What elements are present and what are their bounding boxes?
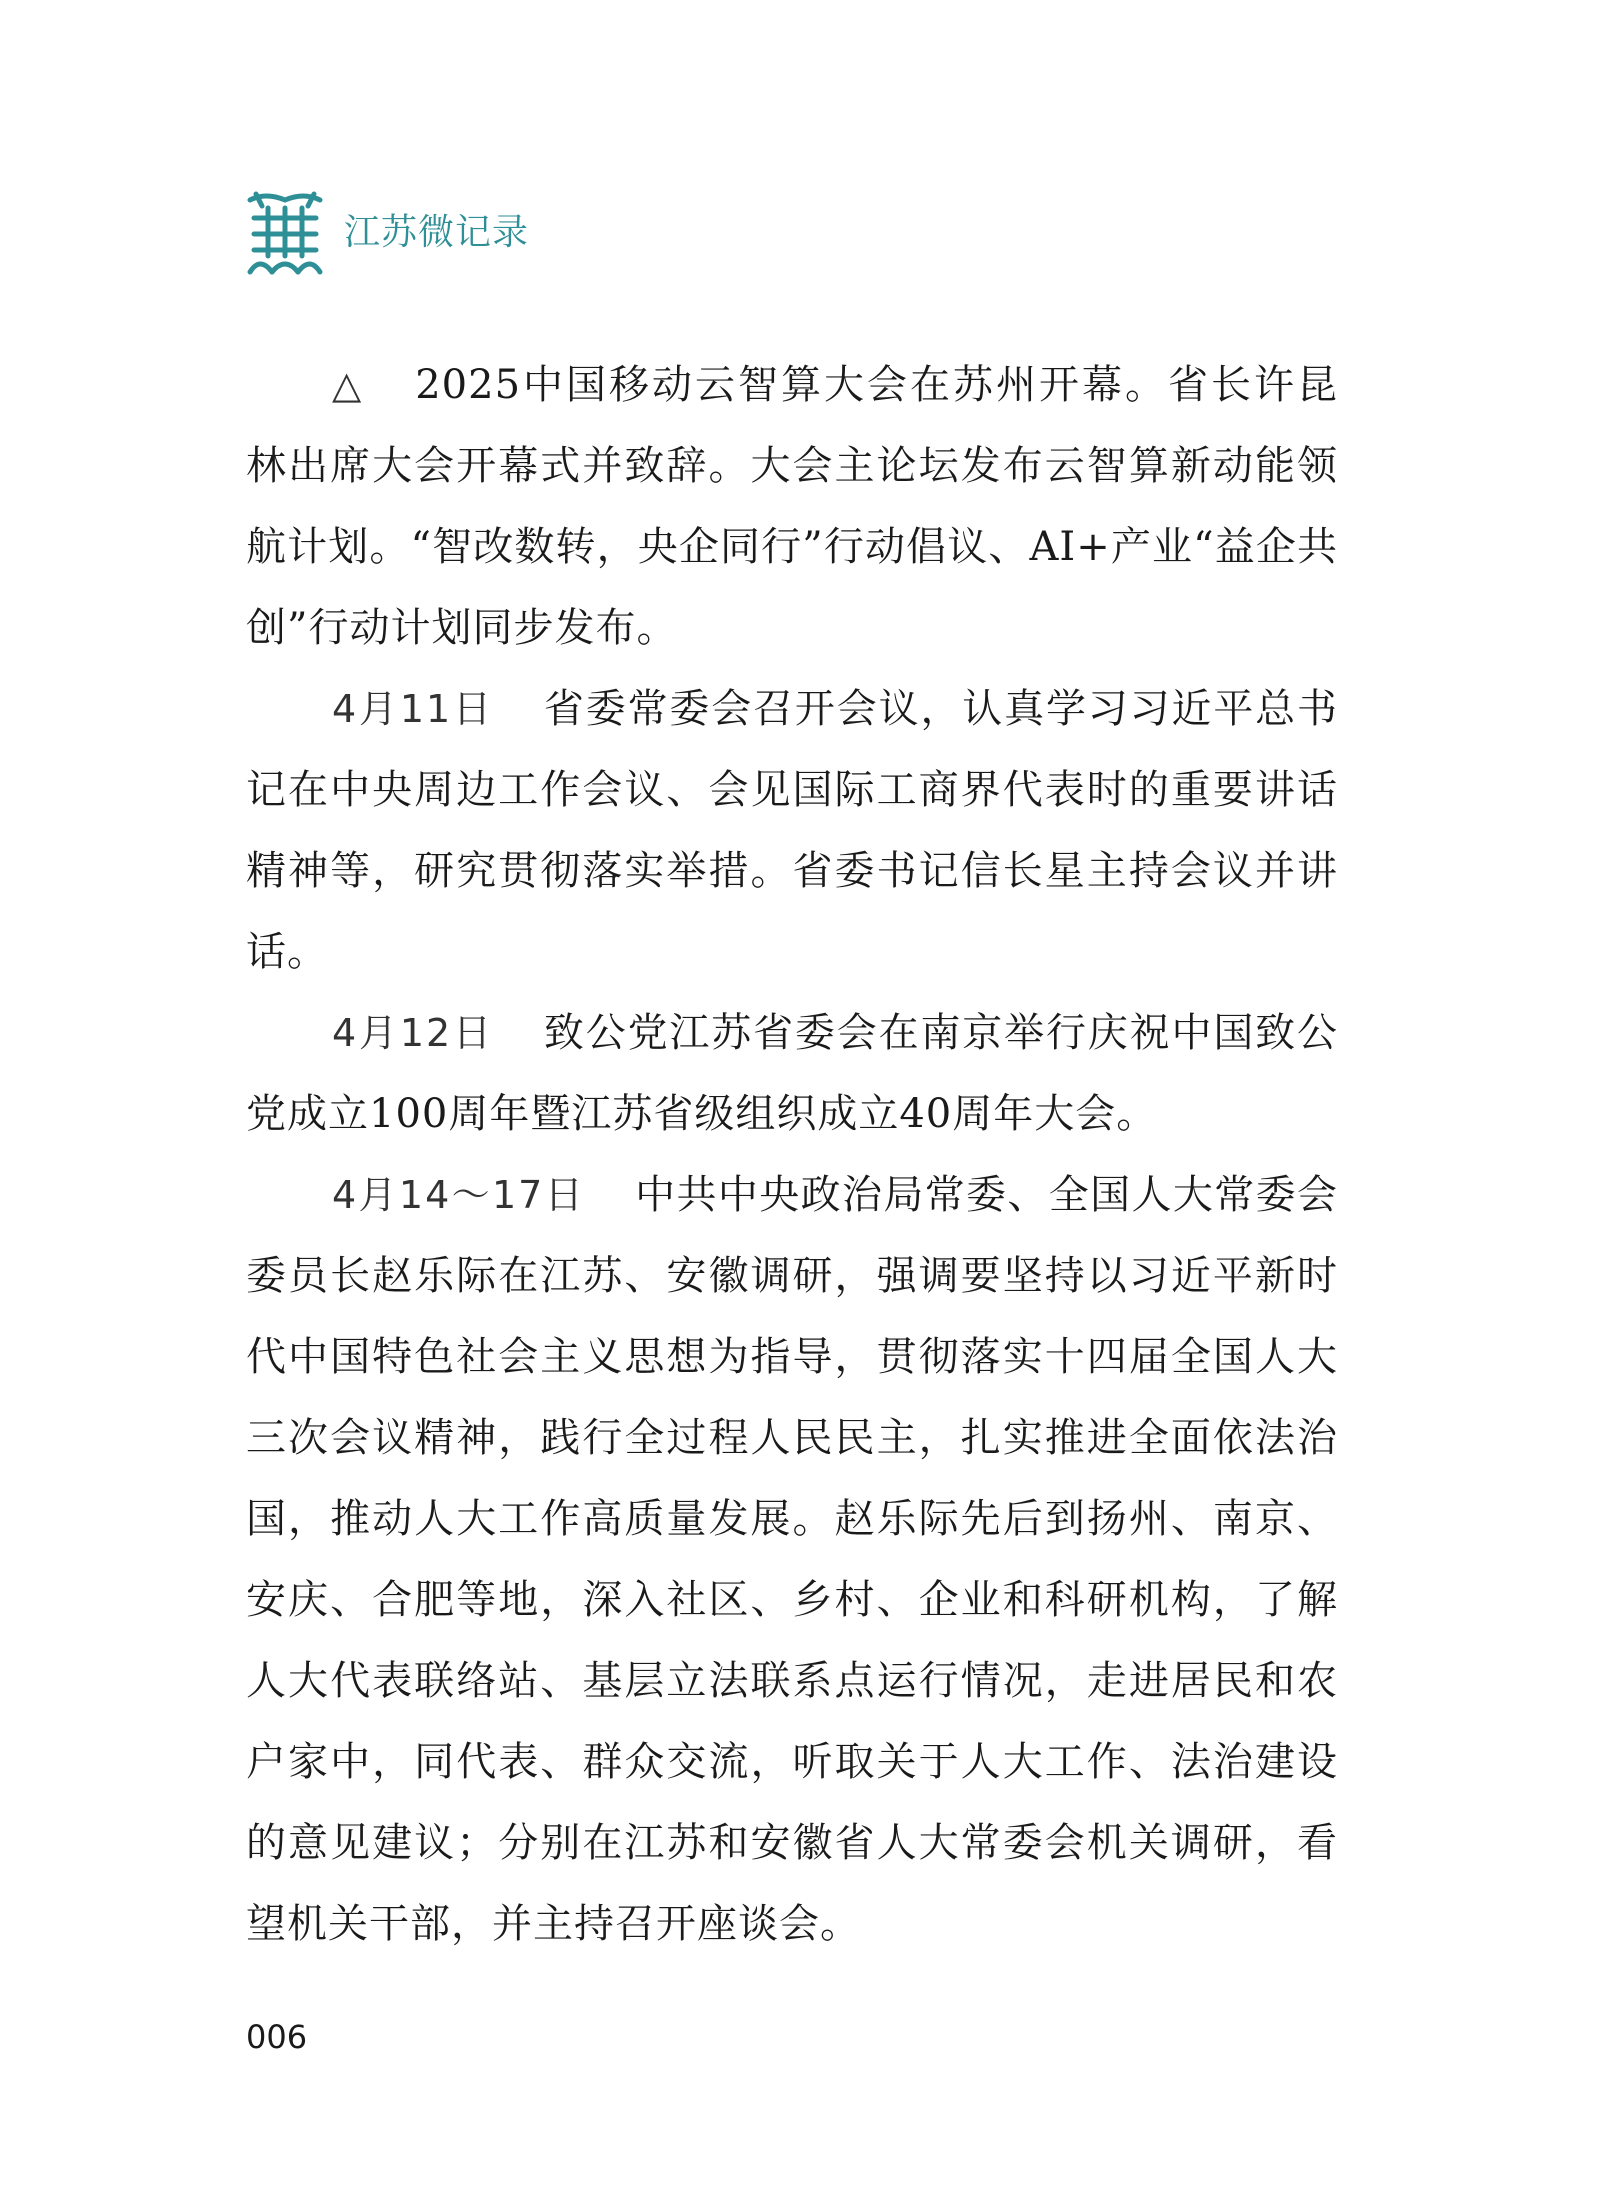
page-number: 006 — [246, 2018, 308, 2056]
entry-text: 2025中国移动云智算大会在苏州开幕。省长许昆林出席大会开幕式并致辞。大会主论坛发布云智算新动能领航计划。“智改数转，央企同行”行动倡议、AI+产业“益企共创”行动计划同步发布。 — [246, 362, 1339, 651]
entry-paragraph — [246, 345, 1338, 669]
entry-paragraph — [246, 1155, 1338, 1965]
entry-paragraph — [246, 669, 1338, 993]
entry-text: 中共中央政治局常委、全国人大常委会委员长赵乐际在江苏、安徽调研，强调要坚持以习近平新时代中国特色社会主义思想为指导，贯彻落实十四届全国人大三次会议精神，践行全过程人民民主，扎实推进全面依法治国，推动人大工作高质量发展。赵乐际先后到扬州、南京、安庆、合肥等地，深入社区、乡村、企业和科研机构，了解人大代表联络站、基层立法联系点运行情况，走进居民和农户家中，同代表、群众交流，听取关于人大工作、法治建设的意见建议；分别在江苏和安徽省人大常委会机关调研，看望机关干部，并主持召开座谈会。 — [246, 1172, 1339, 1947]
entry-text: 致公党江苏省委会在南京举行庆祝中国致公党成立100周年暨江苏省级组织成立40周年大会。 — [246, 1010, 1339, 1137]
entry-marker: △ — [332, 363, 366, 407]
entry-date: 4月14～17日 — [332, 1173, 586, 1217]
page-header — [246, 188, 529, 278]
article-body — [246, 345, 1338, 1965]
jiangsu-emblem-icon — [246, 190, 324, 276]
entry-text: 省委常委会召开会议，认真学习习近平总书记在中央周边工作会议、会见国际工商界代表时的重要讲话精神等，研究贯彻落实举措。省委书记信长星主持会议并讲话。 — [246, 686, 1339, 975]
header-title: 江苏微记录 — [344, 212, 530, 253]
entry-date: 4月12日 — [332, 1011, 494, 1055]
entry-date: 4月11日 — [332, 687, 494, 731]
entry-paragraph — [246, 993, 1338, 1155]
